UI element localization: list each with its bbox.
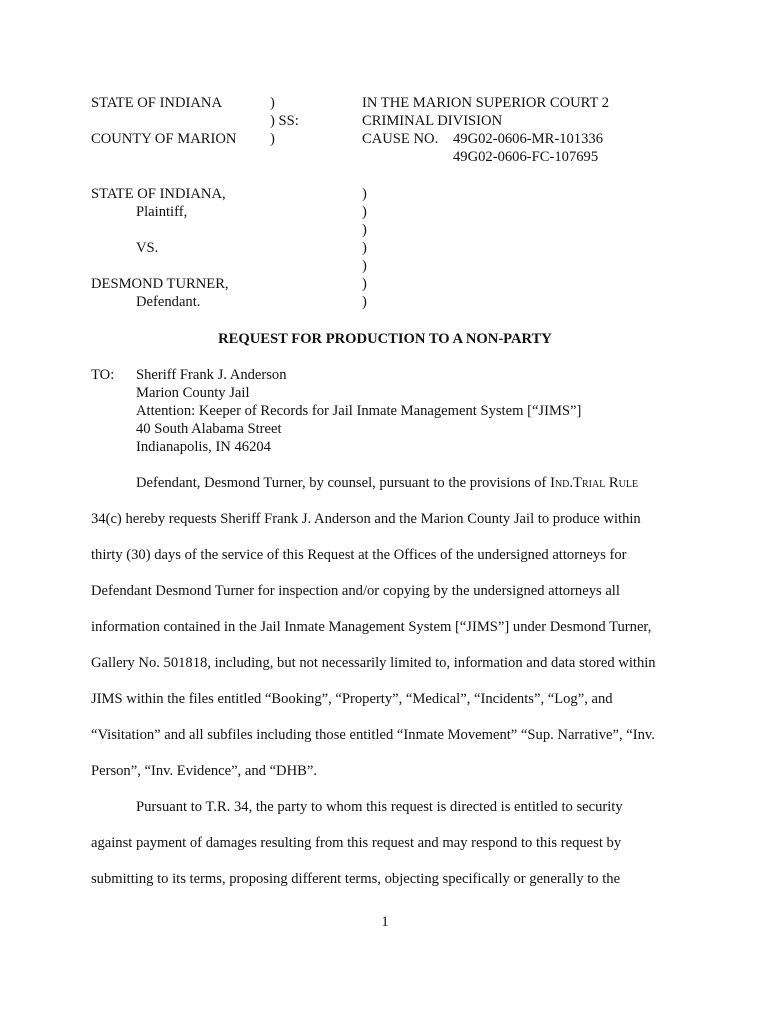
paragraph-line: submitting to its terms, proposing different terms, objecting specifically or generally to the (91, 871, 621, 887)
paragraph-line: JIMS within the files entitled “Booking”, “Property”, “Medical”, “Incidents”, “Log”, and (91, 691, 613, 707)
page-number: 1 (381, 914, 389, 930)
cause-label: CAUSE NO. (362, 131, 439, 147)
paragraph-line: information contained in the Jail Inmate Management System [“JIMS”] under Desmond Turner, (91, 619, 652, 635)
cause-number: 49G02-0606-FC-107695 (453, 149, 599, 165)
court-name: IN THE MARION SUPERIOR COURT 2 (362, 95, 610, 111)
addressee-line: Indianapolis, IN 46204 (136, 439, 271, 455)
court-division: CRIMINAL DIVISION (362, 113, 503, 129)
plaintiff-role: Plaintiff, (136, 204, 188, 220)
caption-paren: ) (362, 222, 367, 238)
paragraph-line: Defendant Desmond Turner for inspection and/or copying by the undersigned attorneys all (91, 583, 620, 599)
paragraph-text: Defendant, Desmond Turner, by counsel, pursuant to the provisions of (136, 475, 551, 491)
paragraph-line: 34(c) hereby requests Sheriff Frank J. Anderson and the Marion County Jail to produce within (91, 511, 641, 527)
versus-label: VS. (136, 240, 159, 256)
caption-ss: ) SS: (270, 113, 299, 129)
to-label: TO: (91, 367, 115, 383)
caption-paren: ) (362, 204, 367, 220)
paragraph-line: Pursuant to T.R. 34, the party to whom this request is directed is entitled to security (136, 799, 623, 815)
cause-number: 49G02-0606-MR-101336 (453, 131, 603, 147)
caption-paren: ) (362, 276, 367, 292)
addressee-line: 40 South Alabama Street (136, 421, 282, 437)
paragraph-line (136, 474, 638, 492)
addressee-line: Marion County Jail (136, 385, 250, 401)
rule-citation: Ind.Trial Rule (550, 475, 639, 491)
document-title: REQUEST FOR PRODUCTION TO A NON-PARTY (218, 331, 552, 347)
paragraph-line: Gallery No. 501818, including, but not necessarily limited to, information and data stored within (91, 655, 656, 671)
addressee-line: Attention: Keeper of Records for Jail Inmate Management System [“JIMS”] (136, 403, 582, 419)
caption-paren: ) (362, 186, 367, 202)
caption-paren: ) (270, 131, 275, 147)
caption-paren: ) (362, 240, 367, 256)
plaintiff-name: STATE OF INDIANA, (91, 186, 226, 202)
caption-paren: ) (362, 294, 367, 310)
addressee-line: Sheriff Frank J. Anderson (136, 367, 287, 383)
paragraph-line: thirty (30) days of the service of this Request at the Offices of the undersigned attorneys for (91, 547, 627, 563)
caption-paren: ) (270, 95, 275, 111)
defendant-name: DESMOND TURNER, (91, 276, 229, 292)
state-label: STATE OF INDIANA (91, 95, 222, 111)
caption-paren: ) (362, 258, 367, 274)
county-label: COUNTY OF MARION (91, 131, 237, 147)
paragraph-line: Person”, “Inv. Evidence”, and “DHB”. (91, 763, 317, 779)
paragraph-line: against payment of damages resulting from this request and may respond to this request by (91, 835, 622, 851)
defendant-role: Defendant. (136, 294, 201, 310)
paragraph-line: “Visitation” and all subfiles including those entitled “Inmate Movement” “Sup. Narrative”, “Inv. (91, 727, 655, 743)
